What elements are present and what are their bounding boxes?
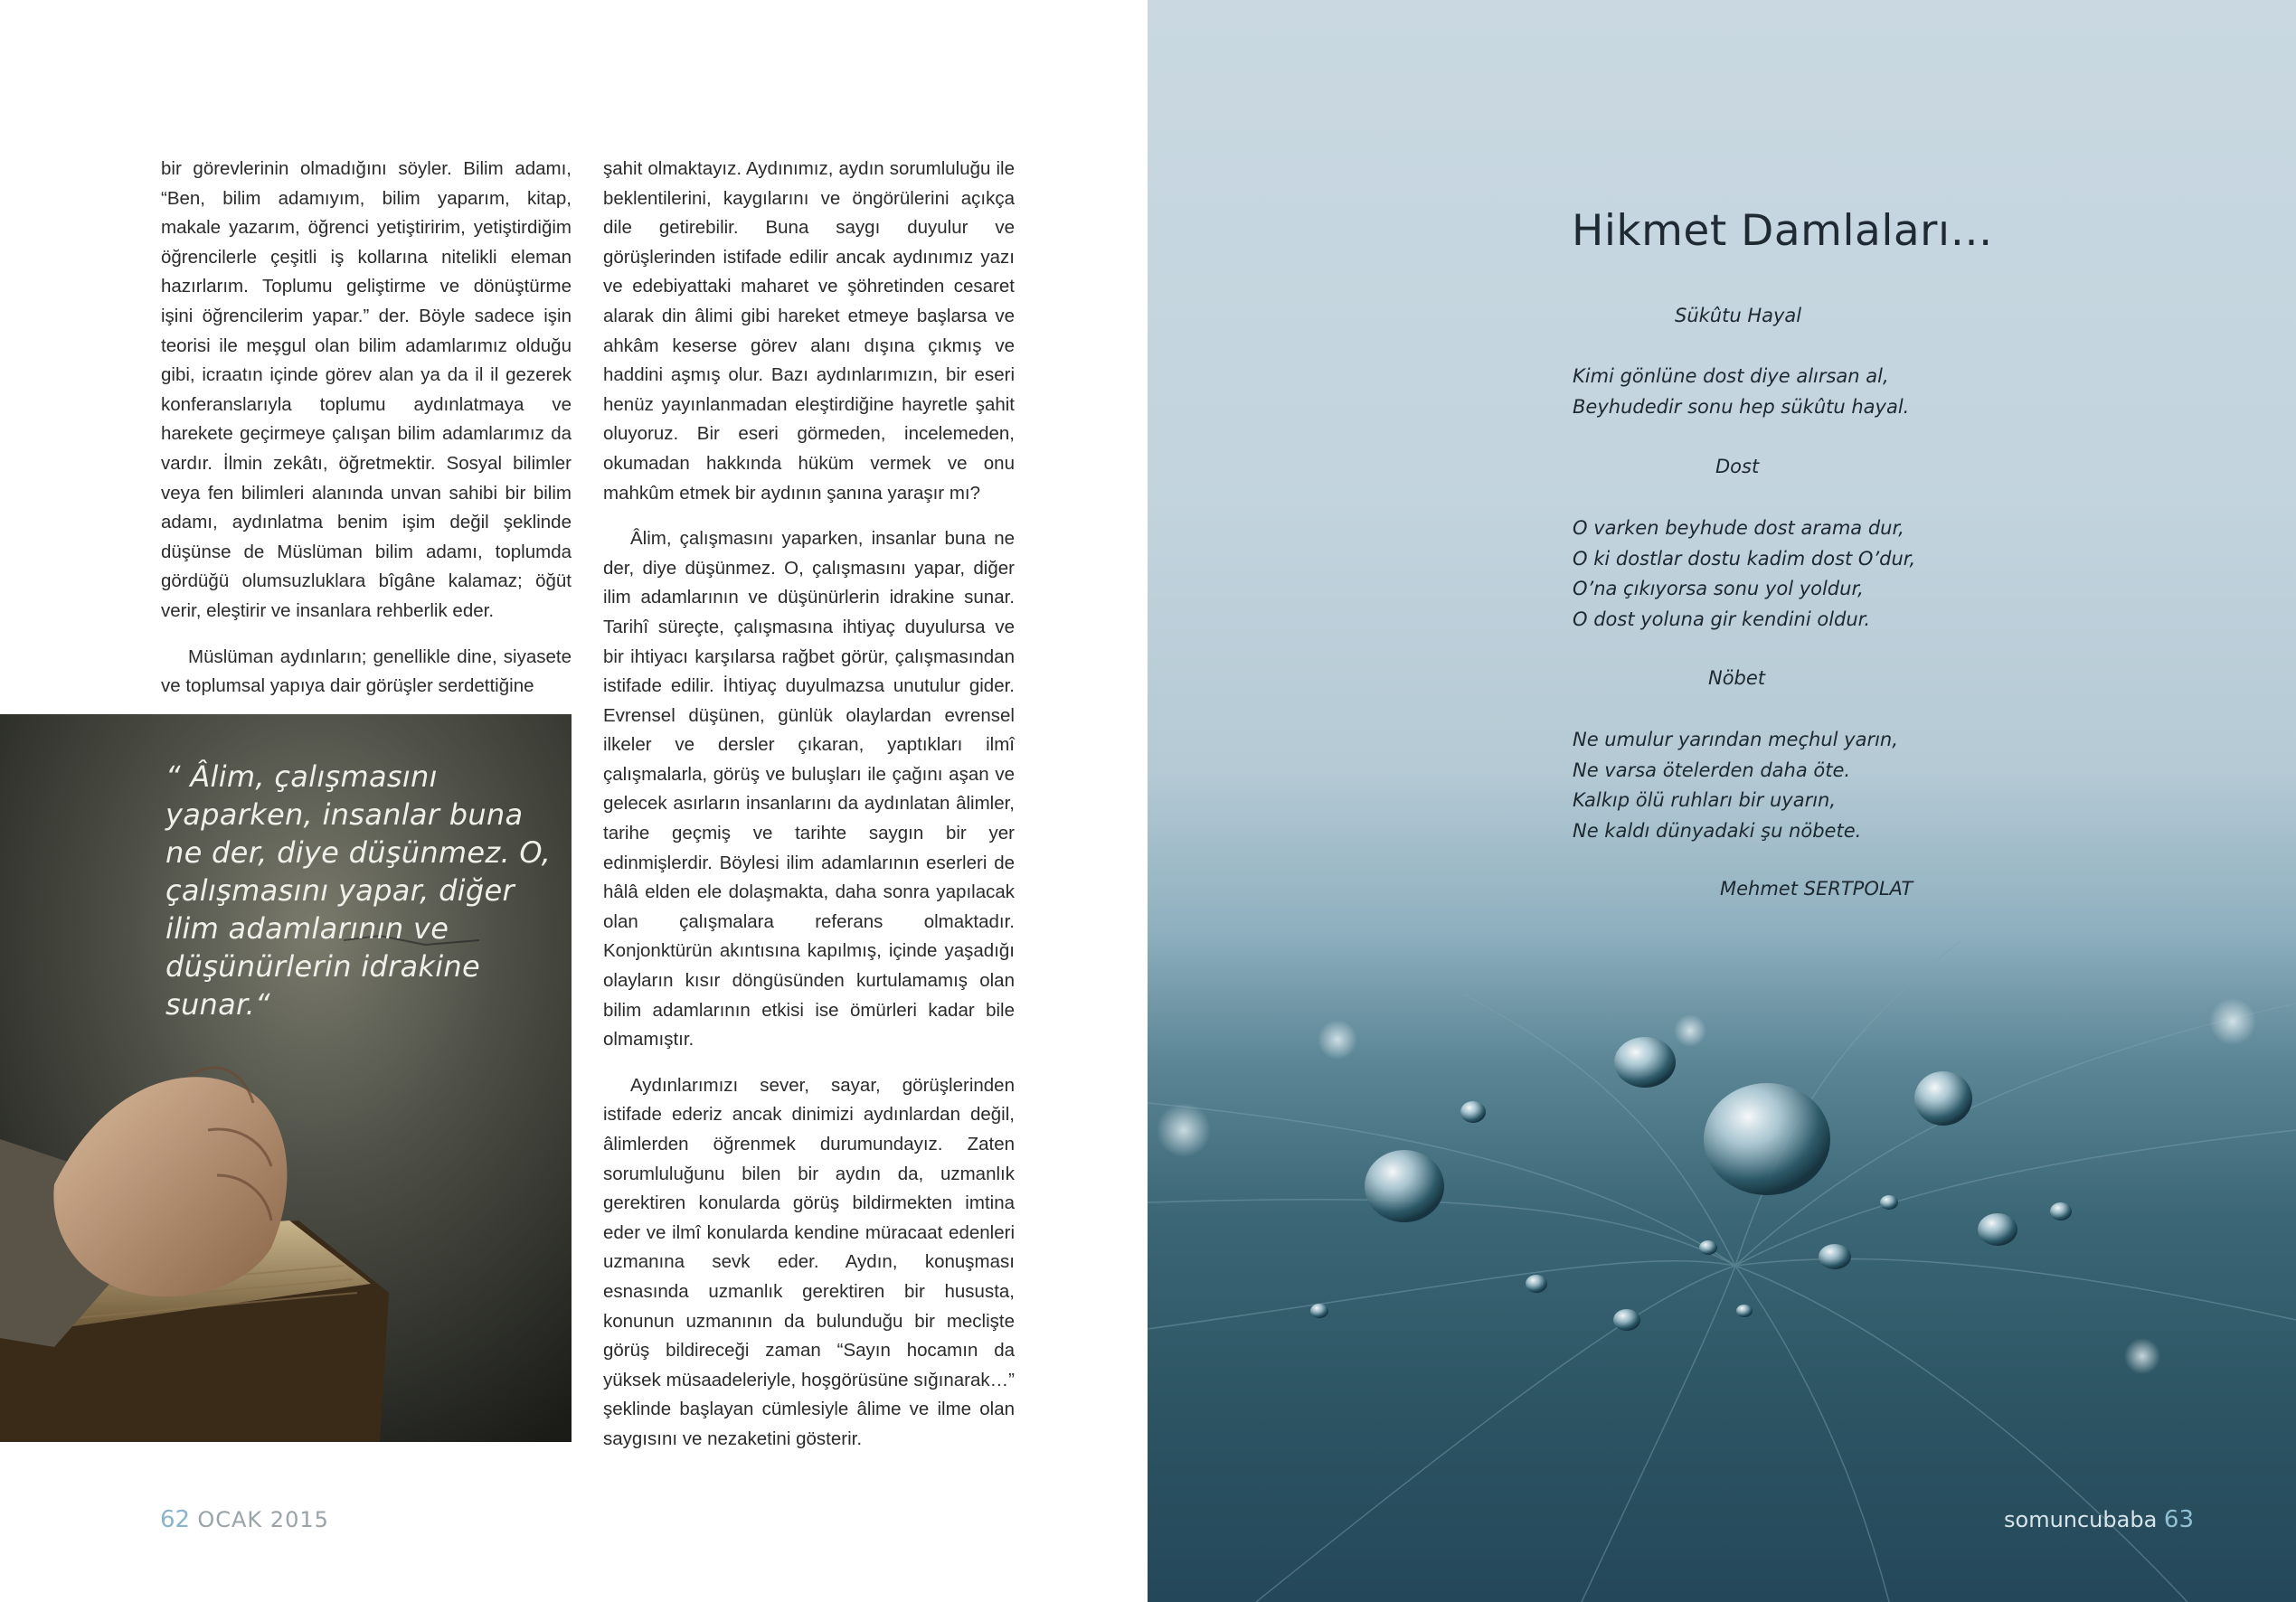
poem-line: Ne umulur yarından meçhul yarın, (1573, 729, 1898, 750)
article-column-2 (603, 155, 1015, 1471)
poem-heading: Sükûtu Hayal (1675, 305, 1802, 326)
magazine-name: somuncubaba (2004, 1507, 2158, 1532)
article-paragraph: bir görevlerinin olmadığını söyler. Bilim adamı, “Ben, bilim adamıyım, bilim yaparım, kitap, makale yazarım, öğrenci yetiştiririm, yetiştirdiğim öğrencilerle çeşitli iş kollarına nitelikli eleman hazırlarım. Toplumu geliştirme ve dönüştürme işini öğrencilerim yapar.” der. Böyle sadece işin teorisi ile meşgul olan bilim adamlarımız olduğu gibi, icraatın içinde görev alan ya da il il gezerek konferanslarıyla toplumu aydınlatmaya ve harekete geçirmeye çalışan bilim adamlarımız da vardır. İlmin zekâtı, öğretmektir. Sosyal bilimler veya fen bilimleri alanında unvan sahibi bir bilim adamı, aydınlatma benim işim değil şeklinde düşünse de Müslüman bilim adamı, toplumda gördüğü olumsuzluklara bîgâne kalamaz; öğüt verir, eleştirir ve insanlara rehberlik eder. (161, 158, 572, 621)
poem-line: Ne varsa ötelerden daha öte. (1573, 759, 1851, 781)
poem-line: O ki dostlar dostu kadim dost O’dur, (1573, 547, 1916, 570)
poem-line: Beyhudedir sonu hep sükûtu hayal. (1573, 395, 1910, 418)
section-title: Hikmet Damlaları… (1572, 206, 1994, 256)
pull-quote: “ Âlim, çalışmasını yaparken, insanlar buna ne der, diye düşünmez. O, çalışmasını yapar, diğer ilim adamlarının ve düşünürlerin idrakine sunar.“ (165, 759, 552, 1022)
page-number: 63 (2163, 1506, 2195, 1533)
poem-line: Ne kaldı dünyadaki şu nöbete. (1573, 819, 1862, 842)
poem-line: O varken beyhude dost arama dur, (1573, 517, 1904, 539)
poem-line: O dost yoluna gir kendini oldur. (1573, 608, 1871, 630)
poem-stanza (1573, 514, 1915, 635)
poem-line: O’na çıkıyorsa sonu yol yoldur, (1573, 578, 1864, 599)
page-number: 62 (160, 1506, 191, 1533)
poem-heading: Nöbet (1708, 667, 1766, 689)
poem-line: Kimi gönlüne dost diye alırsan al, (1573, 365, 1889, 387)
right-footer (2004, 1506, 2194, 1533)
poem-heading: Dost (1715, 456, 1760, 477)
poem-stanza (1573, 362, 1909, 422)
article-paragraph: Müslüman aydınların; genellikle dine, siyasete ve toplumsal yapıya dair görüşler serdettiğine (161, 646, 572, 697)
article-paragraph: Aydınlarımızı sever, sayar, görüşlerinden istifade ederiz ancak dinimizi aydınlardan değil, âlimlerden öğrenmek durumundayız. Zaten sorumluluğunu bilen bir aydın da, uzmanlık gerektiren konularda görüş bildirmekten imtina eder ve ilmî konularda kendine müracaat edenleri uzmanına sevk eder. Aydın, konuşması esnasında uzmanlık gerektiren bir hususta, konunun uzmanının da bulunduğu bir meclişte görüş bildireceği zaman “Sayın hocamın da yüksek müsaadeleriyle, hoşgörüsüne sığınarak…” şeklinde başlayan cümlesiyle âlime ve ilme olan saygısını ve nezaketini gösterir. (603, 1074, 1015, 1449)
right-page (1148, 0, 2296, 1602)
poem-line: Kalkıp ölü ruhları bir uyarın, (1573, 789, 1837, 811)
article-paragraph: şahit olmaktayız. Aydınımız, aydın sorumluluğu ile beklentilerini, kaygılarını ve öngörülerini açıkça dile getirebilir. Buna saygı duyulur ve görüşlerinden istifade edilir ancak aydınımız yazı ve edebiyattaki maharet ve şöhretinden cesaret alarak din âlimi gibi hareket etmeye başlarsa ve ahkâm keserse görev alanı dışına çıkmış ve haddini aşmış olur. Bazı aydınlarımızın, bir eseri henüz yayınlanmadan eleştirdiğine hayretle şahit oluyoruz. Bir eseri görmeden, incelemeden, okumadan hakkında hüküm vermek ve onu mahkûm etmek bir aydının şanına yaraşır mı? (603, 158, 1015, 504)
article-column-1 (161, 155, 572, 718)
issue-date: OCAK 2015 (197, 1507, 329, 1532)
poem-stanza (1573, 725, 1898, 846)
left-footer (160, 1506, 329, 1533)
article-paragraph: Âlim, çalışmasını yaparken, insanlar buna ne der, diye düşünmez. O, çalışmasını yapar, diğer ilim adamlarının ve düşünürlerin idrakine sunar. Tarihî süreçte, çalışmasına ihtiyaç duyulursa ve bir ihtiyacı karşılarsa rağbet görür, çalışmasından istifade edilir. İhtiyaç duyulmazsa unutulur gider. Evrensel düşünen, günlük olaylardan evrensel ilkeler ve dersler çıkaran, yaptıkları ilmî çalışmalarla, görüş ve buluşları ile çağını aşan ve gelecek asırların insanlarını da aydınlatan âlimler, tarihe geçmiş ve tarihte saygın bir yer edinmişlerdir. Böylesi ilim adamlarının eserleri de hâlâ elden ele dolaşmakta, daha sonra yapılacak olan çalışmalara referans olmaktadır. Konjonktürün akıntısına kapılmış, içinde yaşadığı olayların kısır döngüsünden kurtulamamış olan bilim adamlarının etkisi ise ömürleri kadar bile olmamıştır. (603, 528, 1015, 1051)
poem-author: Mehmet SERTPOLAT (1720, 878, 1913, 900)
